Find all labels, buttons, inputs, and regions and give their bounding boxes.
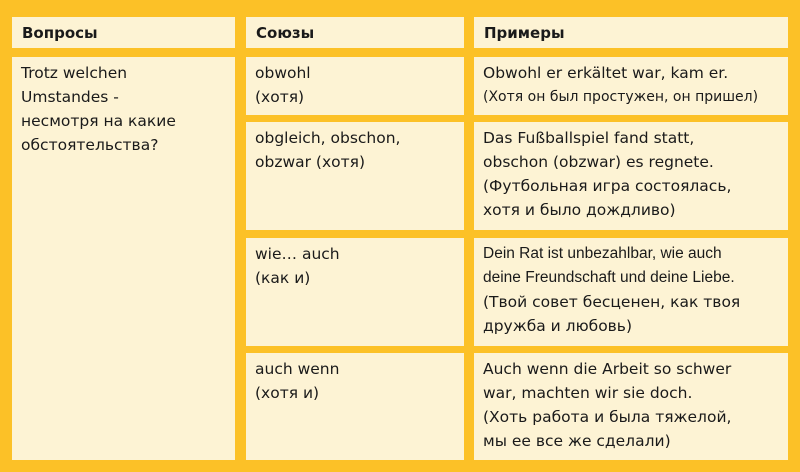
example-line: (Футбольная игра состоялась, xyxy=(483,177,732,195)
conjunction-line: obgleich, obschon, xyxy=(255,129,401,147)
conjunction-line: auch wenn xyxy=(255,360,340,378)
example-line: Obwohl er erkältet war, kam er. xyxy=(483,64,729,82)
example-line: (Хотя он был простужен, он пришел) xyxy=(483,89,759,105)
conjunction-cell-obgleich xyxy=(246,122,464,230)
example-line: мы ее все же сделали) xyxy=(483,432,671,450)
question-line: обстоятельства? xyxy=(21,136,159,154)
example-line: Das Fußballspiel fand statt, xyxy=(483,129,695,147)
conjunction-line: (как и) xyxy=(255,269,311,287)
header-conjunctions xyxy=(246,17,464,48)
example-line: deine Freundschaft und deine Liebe. xyxy=(483,269,735,286)
question-cell xyxy=(12,57,235,460)
example-cell-wie-auch xyxy=(474,238,788,346)
header-examples-label: Примеры xyxy=(484,24,565,42)
example-line: Dein Rat ist unbezahlbar, wie auch xyxy=(483,245,722,262)
question-line: Umstandes - xyxy=(21,88,119,106)
conjunction-line: (хотя) xyxy=(255,88,305,106)
header-questions xyxy=(12,17,235,48)
example-line: war, machten wir sie doch. xyxy=(483,384,693,402)
conjunction-cell-auch-wenn xyxy=(246,353,464,460)
example-cell-obwohl xyxy=(474,57,788,115)
example-line: (Хоть работа и была тяжелой, xyxy=(483,408,732,426)
example-line: Auch wenn die Arbeit so schwer xyxy=(483,360,732,378)
conjunction-line: wie… auch xyxy=(255,245,340,263)
question-line: Trotz welchen xyxy=(21,64,128,82)
example-line: obschon (obzwar) es regnete. xyxy=(483,153,714,171)
conjunction-line: obzwar (хотя) xyxy=(255,153,366,171)
conjunction-cell-obwohl xyxy=(246,57,464,115)
example-cell-auch-wenn xyxy=(474,353,788,460)
example-line: хотя и было дождливо) xyxy=(483,201,676,219)
example-line: (Твой совет бесценен, как твоя xyxy=(483,293,741,311)
header-questions-label: Вопросы xyxy=(22,24,98,42)
question-line: несмотря на какие xyxy=(21,112,176,130)
conjunction-cell-wie-auch xyxy=(246,238,464,346)
conjunction-line: obwohl xyxy=(255,64,311,82)
conjunction-line: (хотя и) xyxy=(255,384,320,402)
example-cell-obgleich xyxy=(474,122,788,230)
example-line: дружба и любовь) xyxy=(483,317,632,335)
header-conjunctions-label: Союзы xyxy=(256,24,315,42)
header-examples xyxy=(474,17,788,48)
